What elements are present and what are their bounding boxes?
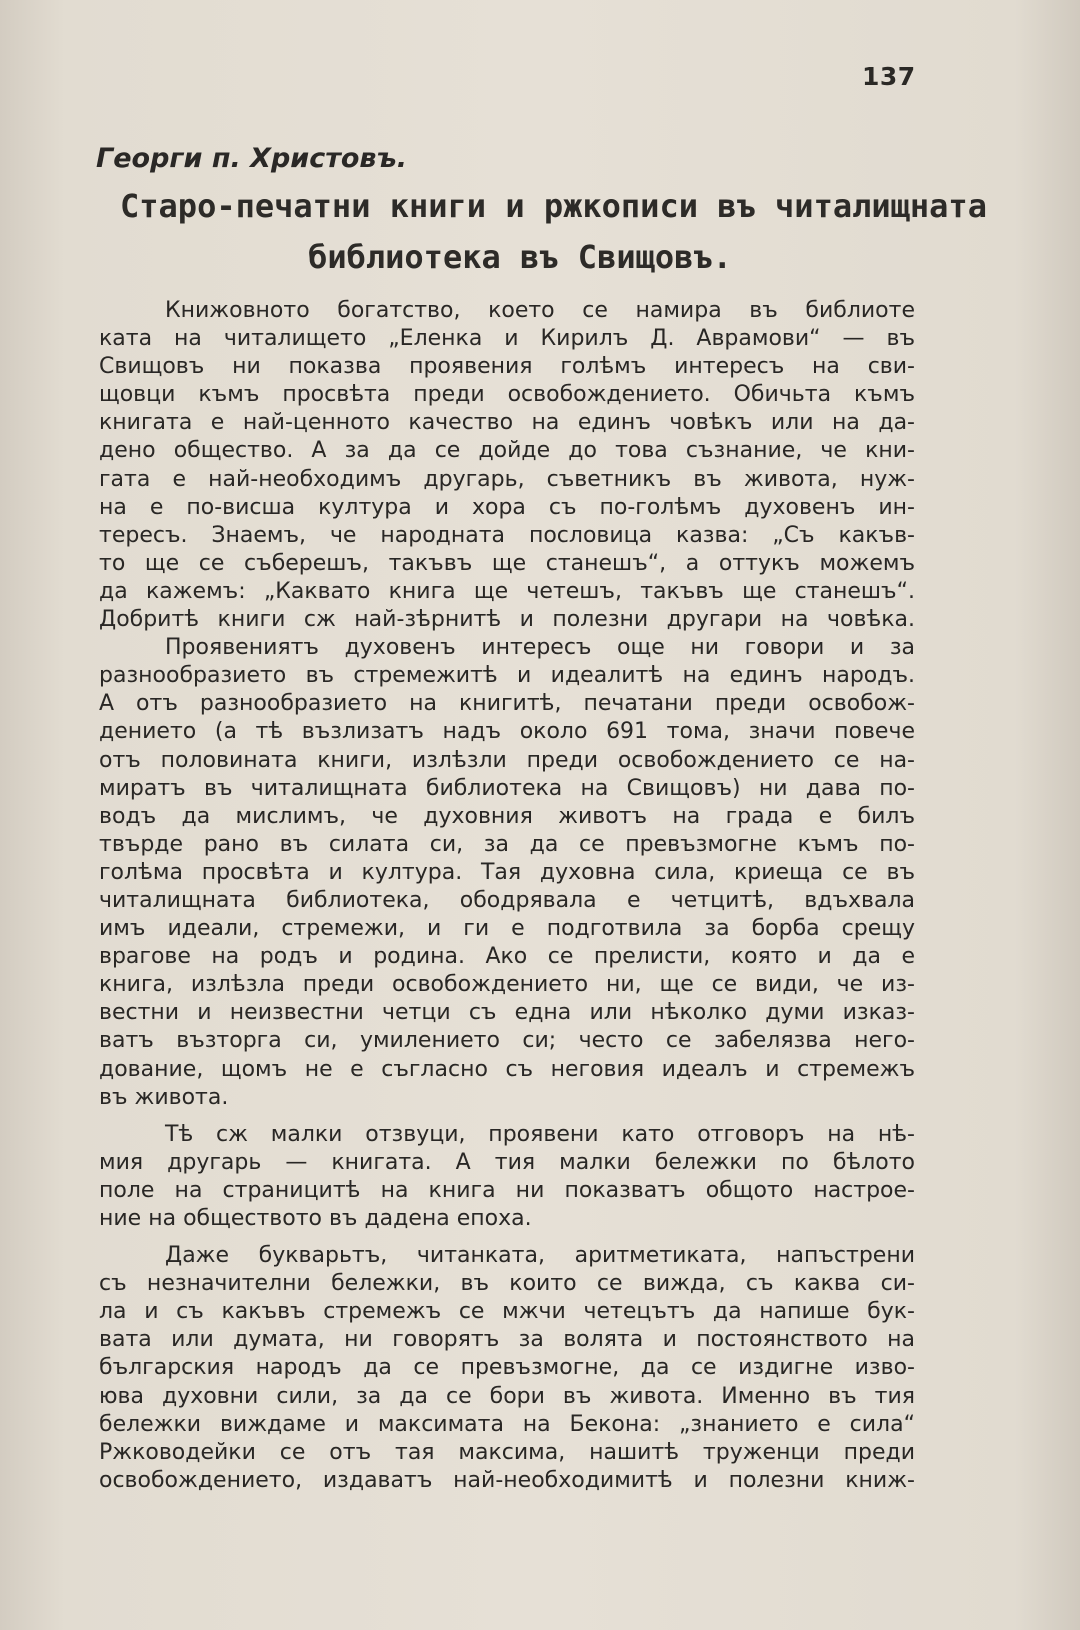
paragraph [99, 297, 915, 634]
text-line: миратъ въ читалищната библиотека на Свищовъ) ни дава по- [99, 775, 915, 801]
text-line: гата е най-необходимъ другарь, съветникъ въ живота, нуж- [99, 466, 915, 492]
paragraph [99, 1121, 915, 1233]
text-line: ватъ възторга си, умилението си; често се забелязва него- [99, 1028, 915, 1054]
text-line: Свищовъ ни показва проявения голѣмъ интересъ на сви- [99, 354, 915, 380]
text-line: да кажемъ: „Каквато книга ще четешъ, такъвъ ще станешъ“. [99, 578, 915, 604]
text-line: книга, излѣзла преди освобождението ни, ще се види, че из- [99, 972, 915, 998]
text-line: ла и съ какъвъ стремежъ се мжчи четецътъ да напише бук- [99, 1299, 915, 1325]
text-line: тересъ. Знаемъ, че народната пословица казва: „Съ какъв- [99, 522, 915, 548]
text-line: дението (а тѣ възлизатъ надъ около 691 тома, значи повече [99, 719, 915, 745]
text-line: мия другарь — книгата. А тия малки бележки по бѣлото [99, 1149, 915, 1175]
text-line: юва духовни сили, за да се бори въ живота. Именно въ тия [99, 1383, 915, 1409]
text-line: врагове на родъ и родина. Ако се прелисти, която и да е [99, 944, 915, 970]
text-line: Тѣ сж малки отзвуци, проявени като отговоръ на нѣ- [165, 1121, 915, 1147]
text-line: българския народъ да се превъзмогне, да се издигне изво- [99, 1355, 915, 1381]
text-line: ние на обществото въ дадена епоха. [99, 1206, 532, 1231]
text-line: поле на страницитѣ на книга ни показватъ общото настрое- [99, 1177, 915, 1203]
text-line: ката на читалището „Еленка и Кирилъ Д. Аврамови“ — въ [99, 326, 915, 352]
text-line: имъ идеали, стремежи, и ги е подготвила за борба срещу [99, 916, 915, 942]
text-line: Добритѣ книги сж най-зѣрнитѣ и полезни другари на човѣка. [99, 607, 915, 633]
text-line: дование, щомъ не е съгласно съ неговия идеалъ и стремежъ [99, 1056, 915, 1082]
text-line: освобождението, издаватъ най-необходимитѣ и полезни книж- [99, 1467, 915, 1493]
text-line: А отъ разнообразието на книгитѣ, печатани преди освобож- [99, 691, 915, 717]
text-line: водъ да мислимъ, че духовния животъ на града е билъ [99, 803, 915, 829]
article-body [99, 297, 915, 1495]
text-line: Ржководейки се отъ тая максима, нашитѣ труженци преди [99, 1439, 915, 1465]
text-line: книгата е най-ценното качество на единъ човѣкъ или на да- [99, 410, 915, 436]
text-line: Даже букварьтъ, читанката, аритметиката, напъстрени [165, 1243, 915, 1269]
text-line: то ще се съберешъ, такъвъ ще станешъ“, а оттукъ можемъ [99, 550, 915, 576]
text-line: читалищната библиотека, ободрявала е четцитѣ, вдъхвала [99, 887, 915, 913]
text-line: бележки виждаме и максимата на Бекона: „знанието е сила“ [99, 1411, 915, 1437]
text-line: твърде рано въ силата си, за да се превъзмогне къмъ по- [99, 831, 915, 857]
text-line: щовци къмъ просвѣта преди освобождението. Обичьта къмъ [99, 382, 915, 408]
text-line: Книжовното богатство, което се намира въ библиоте [165, 298, 915, 323]
text-line: вестни и неизвестни четци съ една или нѣколко думи изказ- [99, 1000, 915, 1026]
paragraph [99, 634, 915, 1112]
text-line: голѣма просвѣта и култура. Тая духовна сила, криеща се въ [99, 859, 915, 885]
author-name: Георги п. Христовъ. [96, 143, 408, 174]
text-line: отъ половината книги, излѣзли преди освобождението се на- [99, 747, 915, 773]
text-line: Проявениятъ духовенъ интересъ още ни говори и за [165, 635, 915, 661]
article-title [120, 181, 987, 283]
page-number: 137 [862, 62, 916, 91]
text-line: съ незначителни бележки, въ които се вижда, съ каква си- [99, 1271, 915, 1297]
text-line: разнообразието въ стремежитѣ и идеалитѣ на единъ народъ. [99, 663, 915, 689]
text-line: вата или думата, ни говорятъ за волята и постоянството на [99, 1327, 915, 1353]
text-line: на е по-висша култура и хора съ по-голѣмъ духовенъ ин- [99, 494, 915, 520]
text-line: въ живота. [99, 1084, 229, 1110]
paragraph [99, 1242, 915, 1495]
title-line: Старо-печатни книги и ржкописи въ читалищната [120, 187, 987, 225]
text-line: дено общество. А за да се дойде до това съзнание, че кни- [99, 438, 915, 464]
title-line: библиотека въ Свищовъ. [308, 238, 732, 276]
